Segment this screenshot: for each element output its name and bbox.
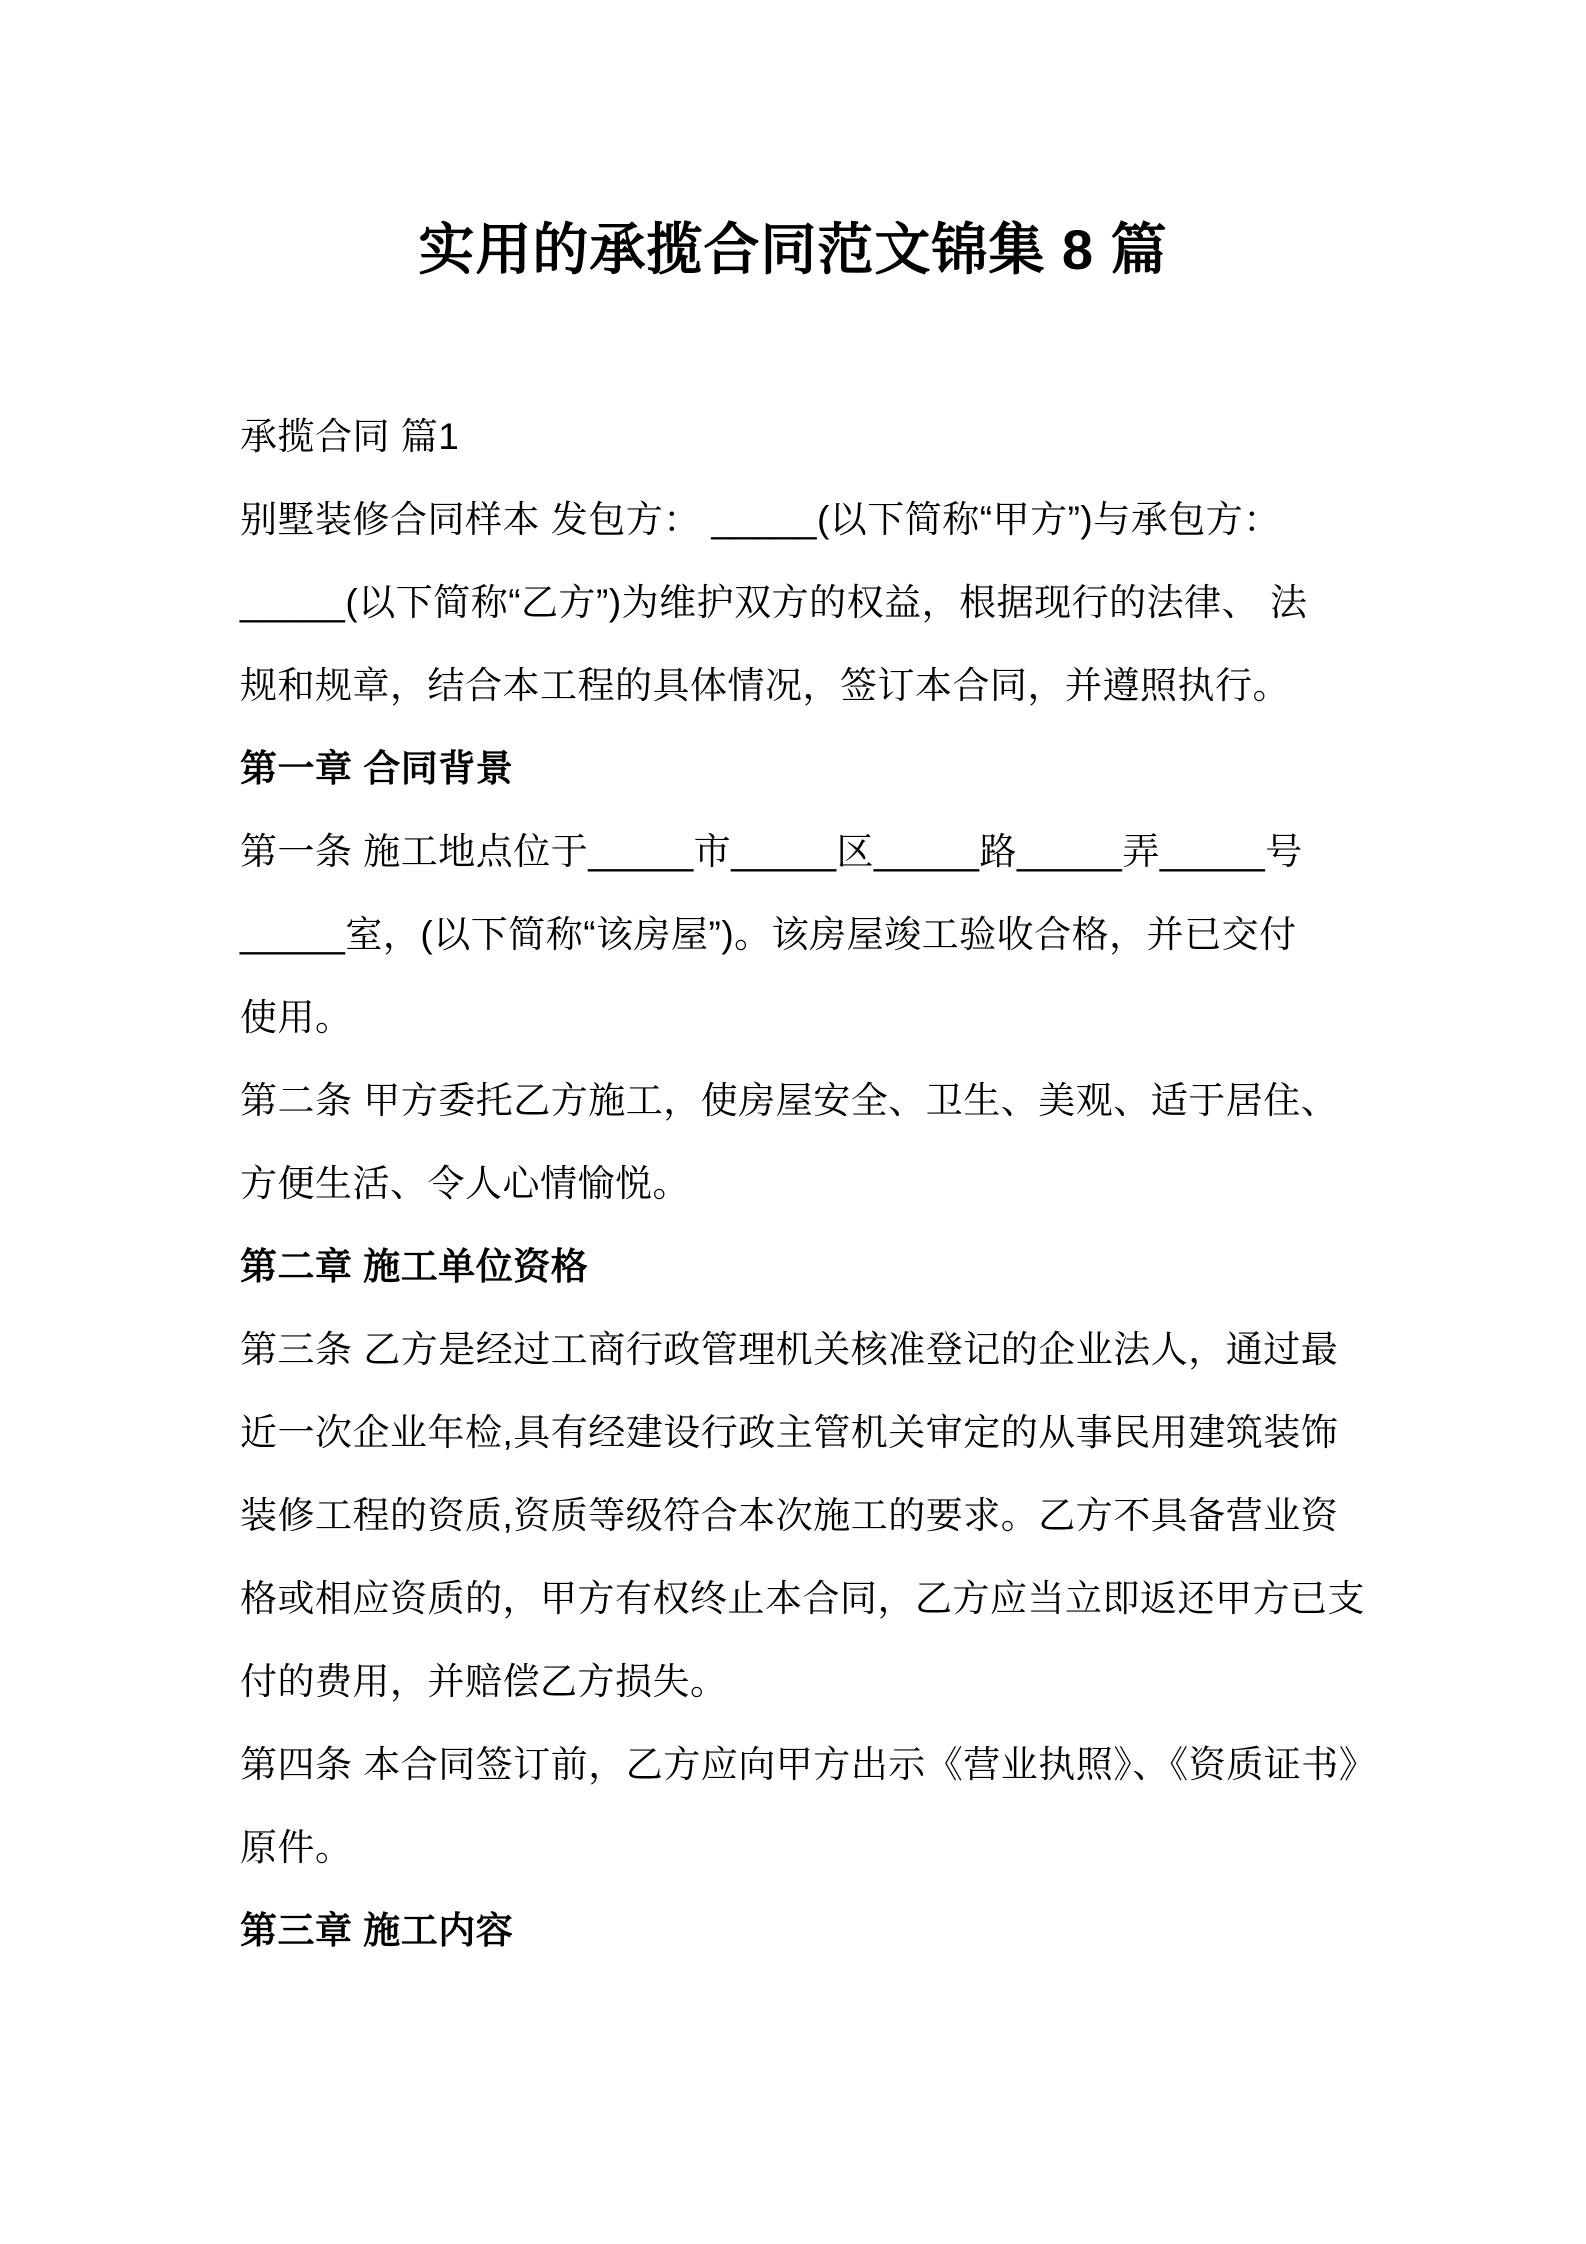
body-line: 别墅装修合同样本 发包方： _____(以下简称“甲方”)与承包方： — [240, 499, 1281, 540]
body-line: 装修工程的资质,资质等级符合本次施工的要求。乙方不具备营业资 — [240, 1495, 1339, 1536]
chapter-heading: 第二章 施工单位资格 — [240, 1246, 589, 1287]
body-line: 第二条 甲方委托乙方施工，使房屋安全、卫生、美观、适于居住、 — [240, 1080, 1339, 1121]
chapter-heading: 第一章 合同背景 — [240, 748, 514, 789]
body-line: _____室，(以下简称“该房屋”)。该房屋竣工验收合格，并已交付 — [240, 914, 1297, 955]
body-line: 原件。 — [240, 1827, 353, 1868]
body-line: 第四条 本合同签订前，乙方应向甲方出示《营业执照》、《资质证书》 — [240, 1744, 1377, 1785]
body-line: _____(以下简称“乙方”)为维护双方的权益，根据现行的法律、 法 — [240, 582, 1308, 623]
body-line: 第一条 施工地点位于_____市_____区_____路_____弄_____号 — [240, 831, 1303, 872]
body-line: 使用。 — [240, 997, 353, 1038]
body-line: 规和规章，结合本工程的具体情况，签订本合同，并遵照执行。 — [240, 665, 1290, 706]
body-line: 近一次企业年检,具有经建设行政主管机关审定的从事民用建筑装饰 — [240, 1412, 1339, 1453]
document-body — [0, 395, 1586, 1972]
body-line: 方便生活、令人心情愉悦。 — [240, 1163, 690, 1204]
body-line: 格或相应资质的，甲方有权终止本合同，乙方应当立即返还甲方已支 — [240, 1578, 1365, 1619]
body-line: 付的费用，并赔偿乙方损失。 — [240, 1661, 728, 1702]
body-line: 承揽合同 篇1 — [240, 416, 460, 457]
body-line: 第三条 乙方是经过工商行政管理机关核准登记的企业法人，通过最 — [240, 1329, 1339, 1370]
document-title: 实用的承揽合同范文锦集 8 篇 — [418, 218, 1168, 281]
chapter-heading: 第三章 施工内容 — [240, 1910, 514, 1951]
